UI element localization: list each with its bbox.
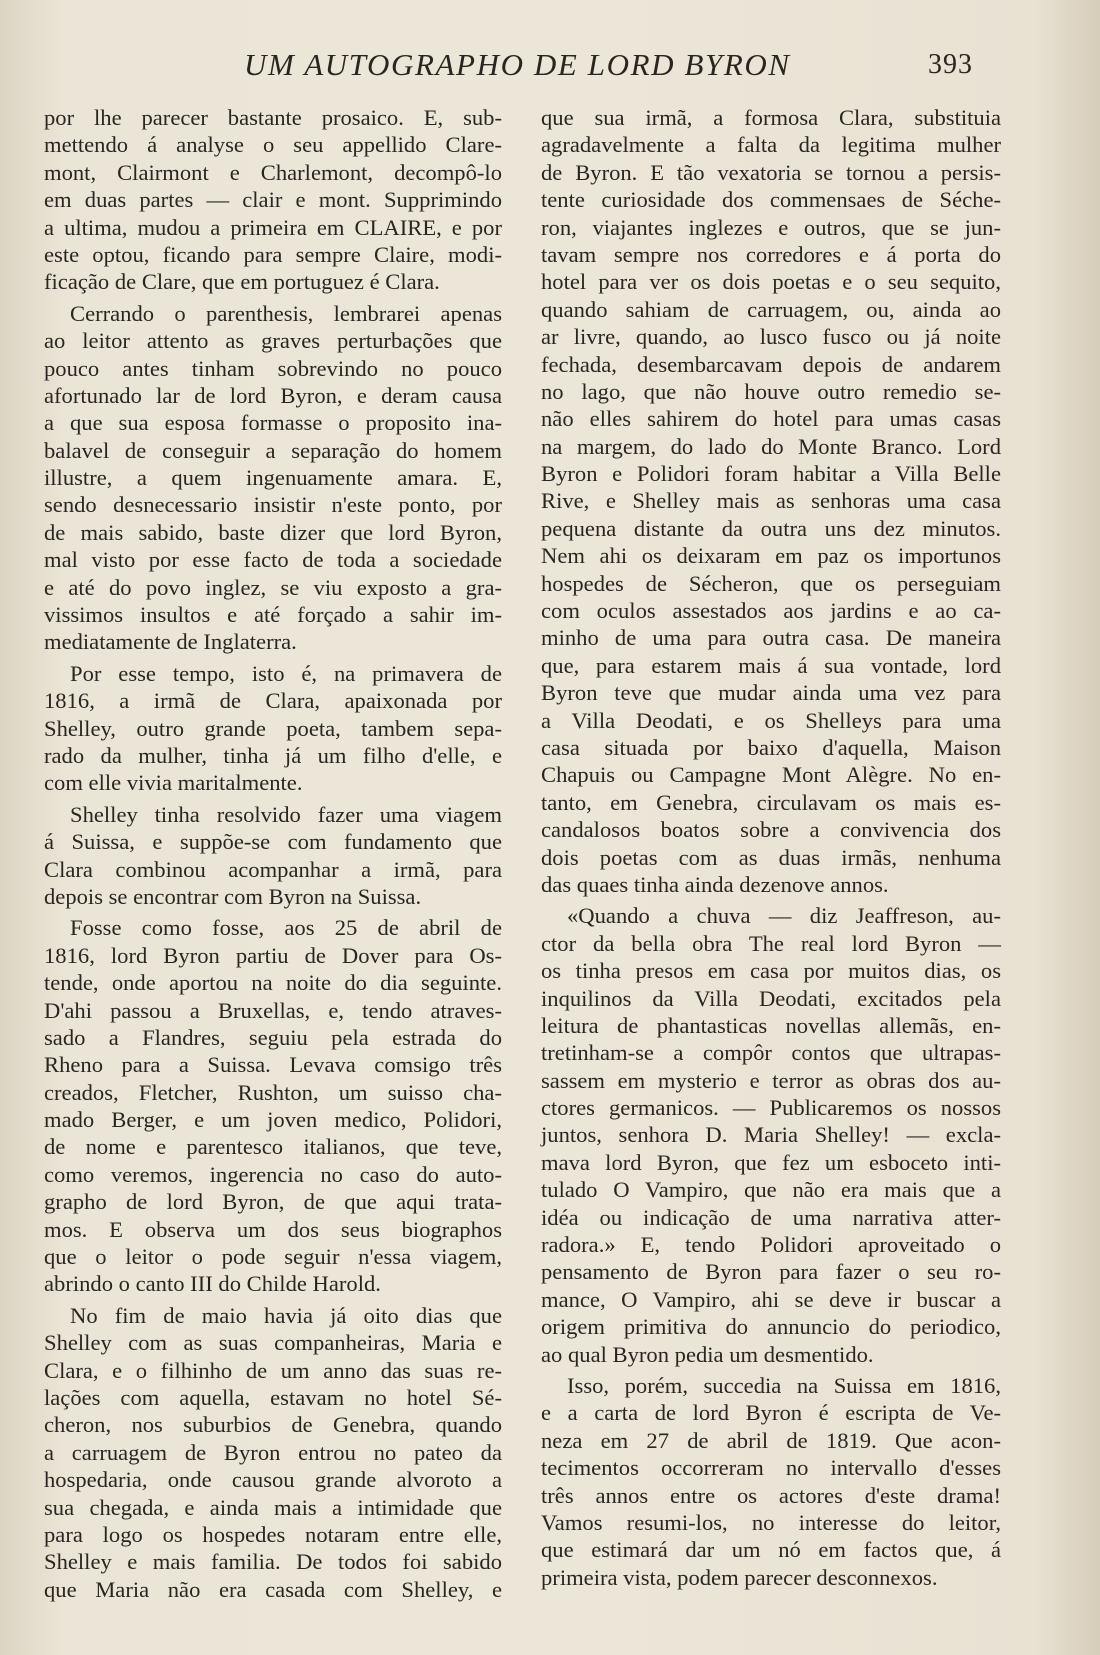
text-line: Shelley com as suas companheiras, Maria e xyxy=(44,1330,502,1356)
text-line: ctor da bella obra The real lord Byron — xyxy=(541,930,1001,956)
text-line: no lago, que não houve outro remedio se- xyxy=(541,378,1001,404)
text-line: lações com aquella, estavam no hotel Sé- xyxy=(44,1384,502,1410)
text-line: agradavelmente a falta da legitima mulher xyxy=(541,132,1001,158)
text-line: e até do povo inglez, se viu exposto a gra- xyxy=(44,574,502,600)
text-line: illustre, a quem ingenuamente amara. E, xyxy=(44,465,502,491)
text-line: grapho de lord Byron, de que aqui trata- xyxy=(44,1189,502,1215)
text-line: rado da mulher, tinha já um filho d'elle, e xyxy=(44,742,502,768)
text-line: Clara, e o filhinho de um anno das suas re- xyxy=(44,1357,502,1383)
text-line: pensamento de Byron para fazer o seu ro- xyxy=(541,1259,1001,1285)
text-line: de nome e parentesco italianos, que teve, xyxy=(44,1134,502,1160)
text-line: idéa ou indicação de uma narrativa atter- xyxy=(541,1204,1001,1230)
text-line: Shelley e mais familia. De todos foi sabido xyxy=(44,1549,502,1575)
text-line: a ultima, mudou a primeira em CLAIRE, e por xyxy=(44,214,502,240)
text-line: candalosos boatos sobre a convivencia dos xyxy=(541,817,1001,843)
text-line: casa situada por baixo d'aquella, Maison xyxy=(541,734,1001,760)
text-line: vissimos insultos e até forçado a sahir im- xyxy=(44,602,502,628)
text-line: pequena distante da outra uns dez minutos. xyxy=(541,515,1001,541)
text-line: tulado O Vampiro, que não era mais que a xyxy=(541,1177,1001,1203)
text-line: com elle vivia maritalmente. xyxy=(44,770,303,796)
text-line: que sua irmã, a formosa Clara, substituia xyxy=(541,105,1001,130)
text-line: sado a Flandres, seguiu pela estrada do xyxy=(44,1024,502,1050)
text-line: mado Berger, e um joven medico, Polidori, xyxy=(44,1107,502,1133)
text-line: Byron e Polidori foram habitar a Villa Belle xyxy=(541,461,1001,487)
text-line: das quaes tinha ainda dezenove annos. xyxy=(541,871,889,897)
text-line: ao leitor attento as graves perturbações que xyxy=(44,328,502,354)
text-line: Por esse tempo, isto é, na primavera de xyxy=(70,660,502,686)
text-line: dois poetas com as duas irmãs, nenhuma xyxy=(541,844,1001,870)
text-line: Cerrando o parenthesis, lembrarei apenas xyxy=(70,300,502,326)
text-line: balavel de conseguir a separação do homem xyxy=(44,437,502,463)
text-line: Fosse como fosse, aos 25 de abril de xyxy=(70,915,502,941)
text-line: hotel para ver os dois poetas e o seu sequito, xyxy=(541,269,1001,295)
page-header xyxy=(0,40,1100,90)
left-text-column xyxy=(44,104,502,1603)
text-line: afortunado lar de lord Byron, e deram causa xyxy=(44,382,502,408)
text-line: Chapuis ou Campagne Mont Alègre. No en- xyxy=(541,762,1001,788)
text-line: minho de uma para outra casa. De maneira xyxy=(541,625,1001,651)
text-line: a carruagem de Byron entrou no pateo da xyxy=(44,1439,502,1465)
text-line: inquilinos da Villa Deodati, excitados pela xyxy=(541,985,1001,1011)
text-line: creados, Fletcher, Rushton, um suisso cha- xyxy=(44,1079,502,1105)
text-line: Vamos resumi-los, no interesse do leitor, xyxy=(541,1509,1001,1535)
text-line: tecimentos occorreram no intervallo d'esses xyxy=(541,1455,1001,1481)
text-line: ron, viajantes inglezes e outros, que se jun- xyxy=(541,214,1001,240)
text-line: juntos, senhora D. Maria Shelley! — excla- xyxy=(541,1122,1001,1148)
text-line: pouco antes tinham sobrevindo no pouco xyxy=(44,355,502,381)
text-line: de Byron. E tão vexatoria se tornou a persis- xyxy=(541,159,1001,185)
text-line: na margem, do lado do Monte Branco. Lord xyxy=(541,433,1001,459)
text-line: tavam sempre nos corredores e á porta do xyxy=(541,241,1001,267)
text-line: abrindo o canto III do Childe Harold. xyxy=(44,1271,381,1297)
text-line: os tinha presos em casa por muitos dias, os xyxy=(541,958,1001,984)
text-line: Isso, porém, succedia na Suissa em 1816, xyxy=(567,1372,1001,1398)
text-line: D'ahi passou a Bruxellas, e, tendo atraves- xyxy=(44,997,502,1023)
text-line: mediatamente de Inglaterra. xyxy=(44,629,297,655)
text-line: em duas partes — clair e mont. Supprimindo xyxy=(44,187,502,213)
text-line: sassem em mysterio e terror as obras dos au- xyxy=(541,1067,1001,1093)
text-line: tende, onde aportou na noite do dia seguinte. xyxy=(44,970,502,996)
text-line: á Suissa, e suppõe-se com fundamento que xyxy=(44,829,502,855)
text-line: Byron teve que mudar ainda uma vez para xyxy=(541,680,1001,706)
text-line: ctores germanicos. — Publicaremos os nossos xyxy=(541,1095,1001,1121)
text-line: como veremos, ingerencia no caso do auto- xyxy=(44,1161,502,1187)
text-line: hospedaria, onde causou grande alvoroto a xyxy=(44,1467,502,1493)
text-line: ao qual Byron pedia um desmentido. xyxy=(541,1341,874,1367)
text-line: que, para estarem mais á sua vontade, lord xyxy=(541,652,1001,678)
text-line: mos. E observa um dos seus biographos xyxy=(44,1216,502,1242)
text-line: quando sahiam de carruagem, ou, ainda ao xyxy=(541,296,1001,322)
text-line: Shelley tinha resolvido fazer uma viagem xyxy=(70,801,502,827)
text-line: de mais sabido, baste dizer que lord Byron, xyxy=(44,519,502,545)
text-line: tente curiosidade dos commensaes de Séche- xyxy=(541,187,1001,213)
text-line: não elles sahirem do hotel para umas casas xyxy=(541,406,1001,432)
text-line: tretinham-se a compôr contos que ultrapas- xyxy=(541,1040,1001,1066)
text-line: Rheno para a Suissa. Levava comsigo três xyxy=(44,1052,502,1078)
text-line: fechada, desembarcavam depois de andarem xyxy=(541,351,1001,377)
text-line: Shelley, outro grande poeta, tambem sepa- xyxy=(44,715,502,741)
text-line: primeira vista, podem parecer desconnexos. xyxy=(541,1564,938,1590)
text-line: Clara combinou acompanhar a irmã, para xyxy=(44,856,502,882)
text-line: ficação de Clare, que em portuguez é Clara. xyxy=(44,269,440,295)
text-line: que Maria não era casada com Shelley, e xyxy=(44,1576,502,1602)
text-line: a Villa Deodati, e os Shelleys para uma xyxy=(541,707,1001,733)
text-line: e a carta de lord Byron é escripta de Ve- xyxy=(541,1400,1001,1426)
text-line: cheron, nos suburbios de Genebra, quando xyxy=(44,1412,502,1438)
text-line: mava lord Byron, que fez um esboceto inti- xyxy=(541,1149,1001,1175)
running-title: UM AUTOGRAPHO DE LORD BYRON xyxy=(244,47,791,82)
text-line: sua chegada, e ainda mais a intimidade que xyxy=(44,1494,502,1520)
text-line: que estimará dar um nó em factos que, á xyxy=(541,1537,1001,1563)
text-line: mal visto por esse facto de toda a sociedade xyxy=(44,547,502,573)
text-line: «Quando a chuva — diz Jeaffreson, au- xyxy=(567,903,1001,929)
text-line: por lhe parecer bastante prosaico. E, sub- xyxy=(44,105,502,130)
text-line: sendo desnecessario insistir n'este ponto, por xyxy=(44,492,502,518)
text-line: que o leitor o pode seguir n'essa viagem, xyxy=(44,1244,502,1270)
text-line: No fim de maio havia já oito dias que xyxy=(70,1302,502,1328)
text-line: neza em 27 de abril de 1819. Que acon- xyxy=(541,1427,1001,1453)
text-line: mont, Clairmont e Charlemont, decompô-lo xyxy=(44,159,502,185)
text-line: Rive, e Shelley mais as senhoras uma casa xyxy=(541,488,1001,514)
text-line: hospedes de Sécheron, que os perseguiam xyxy=(541,570,1001,596)
right-text-column xyxy=(541,104,1001,1591)
text-line: leitura de phantasticas novellas allemãs, en- xyxy=(541,1012,1001,1038)
text-line: ar livre, quando, ao lusco fusco ou já noite xyxy=(541,324,1001,350)
text-line: 1816, a irmã de Clara, apaixonada por xyxy=(44,688,502,714)
text-line: radora.» E, tendo Polidori aproveitado o xyxy=(541,1232,1001,1258)
text-line: origem primitiva do annuncio do periodico, xyxy=(541,1314,1001,1340)
text-line: com oculos assestados aos jardins e ao ca- xyxy=(541,598,1001,624)
text-line: para logo os hospedes notaram entre elle, xyxy=(44,1521,502,1547)
text-line: tanto, em Genebra, circulavam os mais es- xyxy=(541,789,1001,815)
text-line: depois se encontrar com Byron na Suissa. xyxy=(44,883,422,909)
text-line: 1816, lord Byron partiu de Dover para Os- xyxy=(44,942,502,968)
text-line: a que sua esposa formasse o proposito ina- xyxy=(44,410,502,436)
text-line: mettendo á analyse o seu appellido Clare- xyxy=(44,132,502,158)
text-line: Nem ahi os deixaram em paz os importunos xyxy=(541,543,1001,569)
text-line: mance, O Vampiro, ahi se deve ir buscar a xyxy=(541,1286,1001,1312)
page-number: 393 xyxy=(928,49,973,80)
text-line: este optou, ficando para sempre Claire, modi- xyxy=(44,241,502,267)
text-line: três annos entre os actores d'este drama! xyxy=(541,1482,1001,1508)
